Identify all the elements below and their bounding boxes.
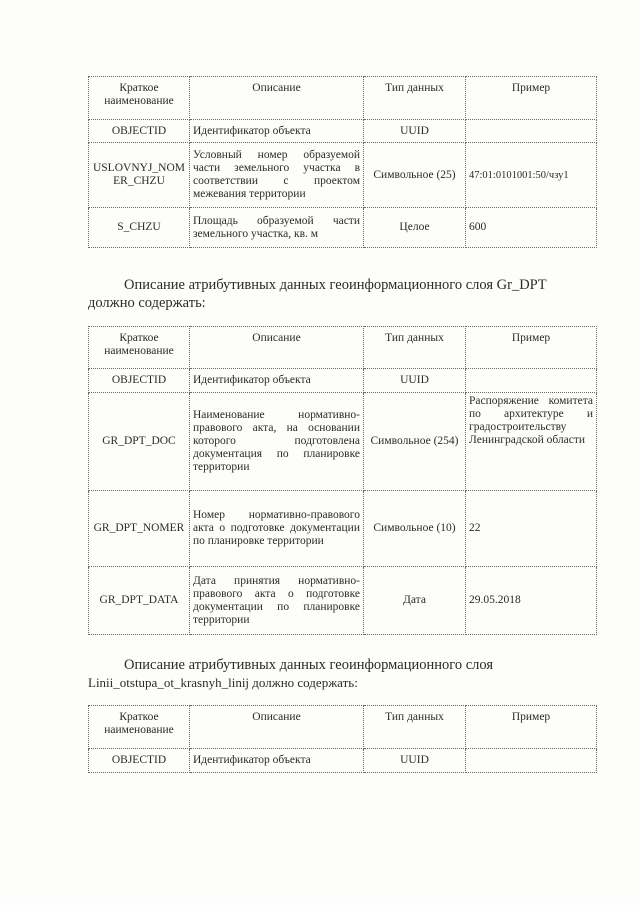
header-short-name: Краткое наименование (89, 327, 190, 369)
cell-description: Идентификатор объекта (190, 749, 364, 773)
cell-description: Наименование нормативно-правового акта, на основании которого подготовлена документация по планировке территории (190, 393, 364, 491)
header-example: Пример (466, 77, 597, 120)
cell-name: S_CHZU (89, 208, 190, 248)
cell-description: Площадь образуемой части земельного участка, кв. м (190, 208, 364, 248)
cell-example (466, 749, 597, 773)
cell-example: 47:01:0101001:50/чзу1 (466, 143, 597, 208)
cell-description: Идентификатор объекта (190, 120, 364, 143)
paragraph-line-2: Linii_otstupa_ot_krasnyh_linij должно содержать: (88, 675, 358, 690)
layer-linii-paragraph (88, 656, 596, 692)
cell-example: 22 (466, 491, 597, 567)
cell-type: Символьное (25) (364, 143, 466, 208)
cell-name: GR_DPT_NOMER (89, 491, 190, 567)
cell-description: Условный номер образуемой части земельного участка в соответствии с проектом межевания территории (190, 143, 364, 208)
cell-type: Дата (364, 567, 466, 635)
header-description: Описание (190, 706, 364, 749)
table-row (89, 393, 597, 491)
cell-example: Распоряжение комитета по архитектуре и градостроительству Ленинградской области (466, 393, 597, 491)
cell-example (466, 120, 597, 143)
cell-example: 29.05.2018 (466, 567, 597, 635)
cell-type: Символьное (254) (364, 393, 466, 491)
table-row (89, 749, 597, 773)
cell-type: UUID (364, 120, 466, 143)
layer-gr-dpt-paragraph: Описание атрибутивных данных геоинформационного слоя Gr_DPT должно содержать: (88, 277, 547, 311)
header-data-type: Тип данных (364, 77, 466, 120)
cell-name: OBJECTID (89, 369, 190, 393)
attributes-table-3 (88, 705, 597, 773)
paragraph-line-1: Описание атрибутивных данных геоинформационного слоя (124, 657, 494, 673)
cell-description: Дата принятия нормативно-правового акта о подготовке документации по планировке территории (190, 567, 364, 635)
attributes-table-1 (88, 76, 597, 248)
table-row (89, 567, 597, 635)
cell-example: 600 (466, 208, 597, 248)
header-description: Описание (190, 327, 364, 369)
table-row (89, 369, 597, 393)
cell-name: USLOVNYJ_NOMER_CHZU (89, 143, 190, 208)
header-data-type: Тип данных (364, 706, 466, 749)
cell-name: GR_DPT_DATA (89, 567, 190, 635)
cell-type: UUID (364, 369, 466, 393)
header-short-name: Краткое наименование (89, 706, 190, 749)
cell-description: Идентификатор объекта (190, 369, 364, 393)
header-short-name: Краткое наименование (89, 77, 190, 120)
cell-description: Номер нормативно-правового акта о подготовке документации по планировке территории (190, 491, 364, 567)
attributes-table-2 (88, 326, 597, 635)
cell-type: Символьное (10) (364, 491, 466, 567)
table-row (89, 143, 597, 208)
cell-name: OBJECTID (89, 749, 190, 773)
cell-name: GR_DPT_DOC (89, 393, 190, 491)
table-row (89, 120, 597, 143)
cell-type: UUID (364, 749, 466, 773)
cell-example (466, 369, 597, 393)
table-row (89, 491, 597, 567)
header-example: Пример (466, 706, 597, 749)
header-data-type: Тип данных (364, 327, 466, 369)
header-description: Описание (190, 77, 364, 120)
table-row (89, 208, 597, 248)
cell-name: OBJECTID (89, 120, 190, 143)
header-example: Пример (466, 327, 597, 369)
cell-type: Целое (364, 208, 466, 248)
